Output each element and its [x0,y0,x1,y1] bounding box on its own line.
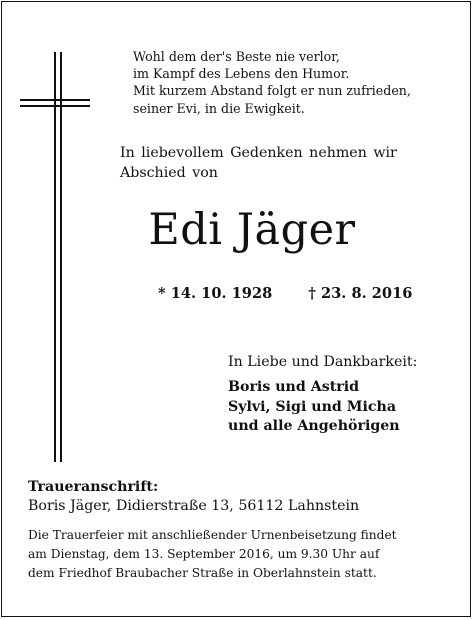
mourning-address-label: Traueranschrift: [28,479,159,495]
mourner-line: Sylvi, Sigi und Micha [228,398,397,415]
mourner-line: Boris und Astrid [228,379,360,395]
verse-line: Wohl dem der's Beste nie verlor, [133,49,340,64]
ceremony-line: dem Friedhof Braubacher Straße in Oberlahnstein statt. [28,566,377,580]
farewell-intro [120,143,397,183]
memorial-verse [133,48,411,117]
mourners-intro: In Liebe und Dankbarkeit: [228,354,418,370]
intro-line: Abschied von [120,165,218,181]
ceremony-line: am Dienstag, dem 13. September 2016, um 9.30 Uhr auf [28,547,380,561]
ceremony-line: Die Trauerfeier mit anschließender Urnenbeisetzung findet [28,528,397,542]
cross-horizontal-line [20,99,90,101]
deceased-name: Edi Jäger [148,205,356,255]
verse-line: seiner Evi, in die Ewigkeit. [133,100,305,116]
verse-line: im Kampf des Lebens den Humor. [133,66,350,82]
cross-horizontal-line [20,105,90,107]
intro-line: In liebevollem Gedenken nehmen wir [120,145,397,161]
mourners-list [228,378,400,437]
verse-line: Mit kurzem Abstand folgt er nun zufrieden, [133,83,411,99]
life-dates [158,284,412,304]
mourner-line: und alle Angehörigen [228,418,400,435]
death-date: † 23. 8. 2016 [308,285,413,302]
ceremony-notice [28,526,397,583]
birth-date: * 14. 10. 1928 [158,285,273,302]
mourning-address: Boris Jäger, Didierstraße 13, 56112 Lahnstein [28,498,360,514]
